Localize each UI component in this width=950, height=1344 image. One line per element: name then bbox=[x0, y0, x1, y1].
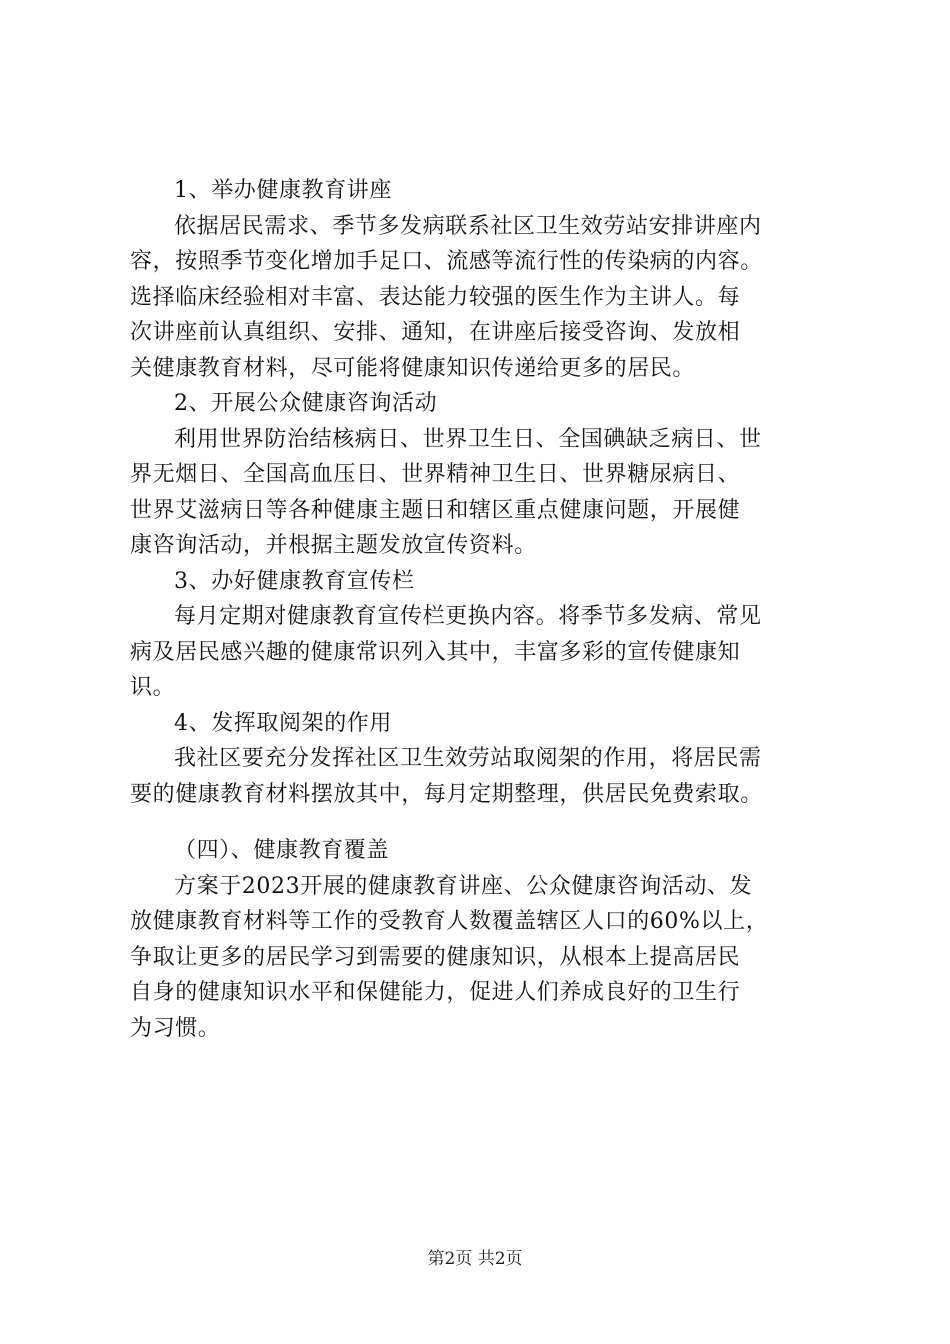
paragraph-line: 每月定期对健康教育宣传栏更换内容。将季节多发病、常见 bbox=[174, 604, 762, 629]
section-heading-lectures: 1、举办健康教育讲座 bbox=[174, 178, 392, 203]
section-heading-coverage: （四）、健康教育覆盖 bbox=[174, 838, 390, 863]
page-number-footer: 第2页 共2页 bbox=[427, 1249, 523, 1269]
paragraph-line: 放健康教育材料等工作的受教育人数覆盖辖区人口的60%以上， bbox=[130, 909, 769, 934]
section-heading-bulletin-board: 3、办好健康教育宣传栏 bbox=[174, 568, 415, 594]
section-heading-reading-rack: 4、发挥取阅架的作用 bbox=[174, 710, 392, 736]
paragraph-line: 界无烟日、全国高血压日、世界精神卫生日、世界糖尿病日、 bbox=[130, 462, 741, 487]
paragraph-line: 自身的健康知识水平和保健能力，促进人们养成良好的卫生行 bbox=[130, 980, 741, 1005]
paragraph-line: 我社区要充分发挥社区卫生效劳站取阅架的作用，将居民需 bbox=[174, 746, 762, 771]
paragraph-line: 次讲座前认真组织、安排、通知，在讲座后接受咨询、发放相 bbox=[130, 320, 741, 345]
paragraph-line: 为习惯。 bbox=[130, 1015, 221, 1041]
section-heading-consultation: 2、开展公众健康咨询活动 bbox=[174, 391, 438, 416]
paragraph-spacer bbox=[130, 812, 835, 833]
paragraph-line: 依据居民需求、季节多发病联系社区卫生效劳站安排讲座内 bbox=[174, 213, 762, 239]
paragraph-line: 康咨询活动，并根据主题发放宣传资料。 bbox=[130, 533, 537, 558]
paragraph-line: 要的健康教育材料摆放其中，每月定期整理，供居民免费索取。 bbox=[130, 781, 763, 807]
paragraph-line: 容，按照季节变化增加手足口、流感等流行性的传染病的内容。 bbox=[130, 249, 763, 274]
paragraph-line: 世界艾滋病日等各种健康主题日和辖区重点健康问题，开展健 bbox=[130, 497, 741, 523]
paragraph-line: 关健康教育材料，尽可能将健康知识传递给更多的居民。 bbox=[130, 355, 696, 381]
paragraph-line: 争取让更多的居民学习到需要的健康知识，从根本上提高居民 bbox=[130, 944, 741, 970]
paragraph-line: 病及居民感兴趣的健康常识列入其中，丰富多彩的宣传健康知 bbox=[130, 639, 741, 665]
paragraph-line: 方案于2023开展的健康教育讲座、公众健康咨询活动、发 bbox=[174, 873, 753, 899]
paragraph-line: 利用世界防治结核病日、世界卫生日、全国碘缺乏病日、世 bbox=[174, 426, 762, 452]
document-body bbox=[130, 173, 835, 1046]
paragraph-line: 识。 bbox=[130, 675, 176, 700]
paragraph-line: 选择临床经验相对丰富、表达能力较强的医生作为主讲人。每 bbox=[130, 284, 741, 310]
